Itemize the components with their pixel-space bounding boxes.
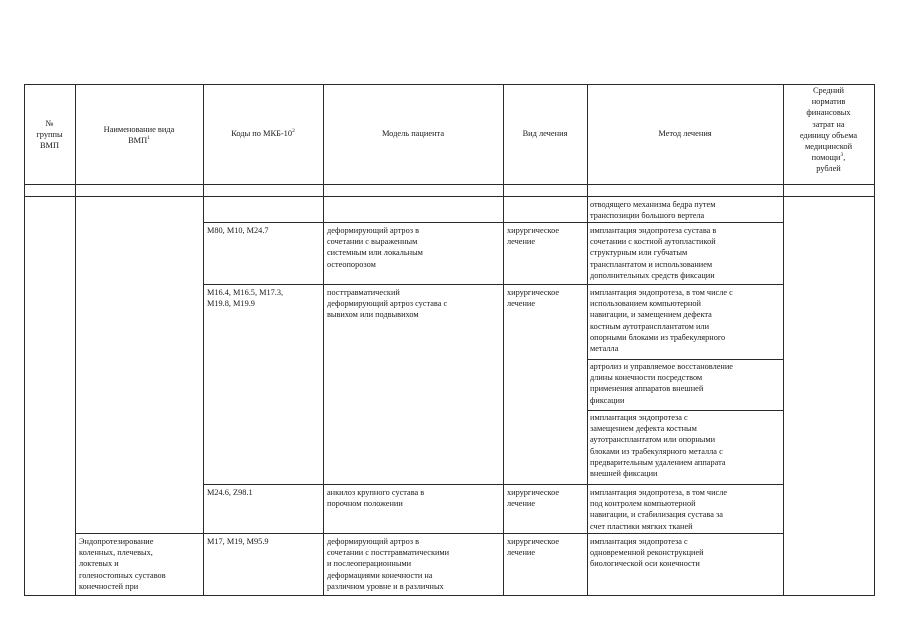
table-left-border bbox=[24, 84, 25, 596]
header-bottom-border bbox=[24, 184, 875, 185]
header-group-number: № группы ВМП bbox=[36, 119, 63, 151]
method-cell: имплантация эндопротеза сустава в сочетании с костной аутопластикой структурным или губчатым трансплантатом и использованием дополнительных средств фиксации bbox=[590, 226, 717, 280]
icd-codes-cell: M16.4, M16.5, M17.3, M19.8, M19.9 bbox=[207, 288, 284, 309]
header-treatment-type: Вид лечения bbox=[522, 129, 568, 138]
table-bottom-border bbox=[24, 595, 875, 596]
treatment-type-cell: хирургическое лечение bbox=[507, 488, 560, 509]
header-treatment-method: Метод лечения bbox=[658, 129, 712, 138]
column-divider bbox=[203, 84, 204, 596]
numbering-row-bottom-border bbox=[24, 196, 875, 197]
method-cell: имплантация эндопротеза, в том числе с использованием компьютерной навигации, и замещением дефекта костным аутотрансплантатом или опорными блоками из трабекулярного металла bbox=[590, 288, 733, 354]
row-divider bbox=[75, 533, 783, 534]
table-top-border bbox=[24, 84, 875, 85]
icd-codes-cell: M24.6, Z98.1 bbox=[207, 488, 253, 497]
header-patient-model: Модель пациента bbox=[381, 129, 445, 138]
header-vmp-name: Наименование вида ВМП$^1$ bbox=[103, 125, 175, 146]
icd-codes-cell: M80, M10, M24.7 bbox=[207, 226, 269, 235]
treatment-type-cell: хирургическое лечение bbox=[507, 288, 560, 309]
row-divider bbox=[203, 484, 783, 485]
vmp-name-cell: Эндопротезирование коленных, плечевых, локтевых и голеностопных суставов конечностей при bbox=[79, 537, 166, 591]
row-divider bbox=[203, 284, 783, 285]
treatment-table bbox=[24, 84, 874, 596]
column-divider bbox=[323, 84, 324, 596]
method-cell: имплантация эндопротеза, в том числе под контролем компьютерной навигации, и стабилизация сустава за счет пластики мягких тканей bbox=[590, 488, 728, 531]
header-icd-codes: Коды по МКБ-$10^2$ bbox=[231, 128, 295, 138]
method-cell: артролиз и управляемое восстановление длины конечности посредством применения аппаратов внешней фиксации bbox=[590, 362, 733, 405]
patient-model-cell: анкилоз крупного сустава в порочном положении bbox=[327, 488, 425, 509]
method-cell: имплантация эндопротеза с замещением дефекта костным аутотрансплантатом или опорными блоками из трабекулярного металла с предварительным удалением аппарата внешней фиксации bbox=[590, 413, 726, 479]
method-cell: отводящего механизма бедра путем транспозиции большого вертела bbox=[590, 200, 716, 221]
column-divider bbox=[75, 84, 76, 596]
table-right-border bbox=[874, 84, 875, 596]
patient-model-cell: посттравматический деформирующий артроз сустава с вывихом или подвывихом bbox=[327, 288, 448, 320]
treatment-type-cell: хирургическое лечение bbox=[507, 226, 560, 247]
icd-codes-cell: M17, M19, M95.9 bbox=[207, 537, 269, 546]
method-cell: имплантация эндопротеза с одновременной реконструкцией биологической оси конечности bbox=[590, 537, 704, 569]
patient-model-cell: деформирующий артроз в сочетании с выраженным системным или локальным остеопорозом bbox=[327, 226, 423, 269]
row-divider bbox=[203, 222, 783, 223]
patient-model-cell: деформирующий артроз в сочетании с посттравматическими и послеоперационными деформациями конечности на различном уровне и в различных bbox=[327, 537, 450, 591]
method-divider bbox=[587, 410, 783, 411]
header-average-cost: Средний норматив финансовых затрат на единицу объема медицинской помощи$^3$, рублей bbox=[799, 86, 858, 174]
column-divider bbox=[503, 84, 504, 596]
treatment-type-cell: хирургическое лечение bbox=[507, 537, 560, 558]
method-divider bbox=[587, 359, 783, 360]
column-divider bbox=[587, 84, 588, 596]
